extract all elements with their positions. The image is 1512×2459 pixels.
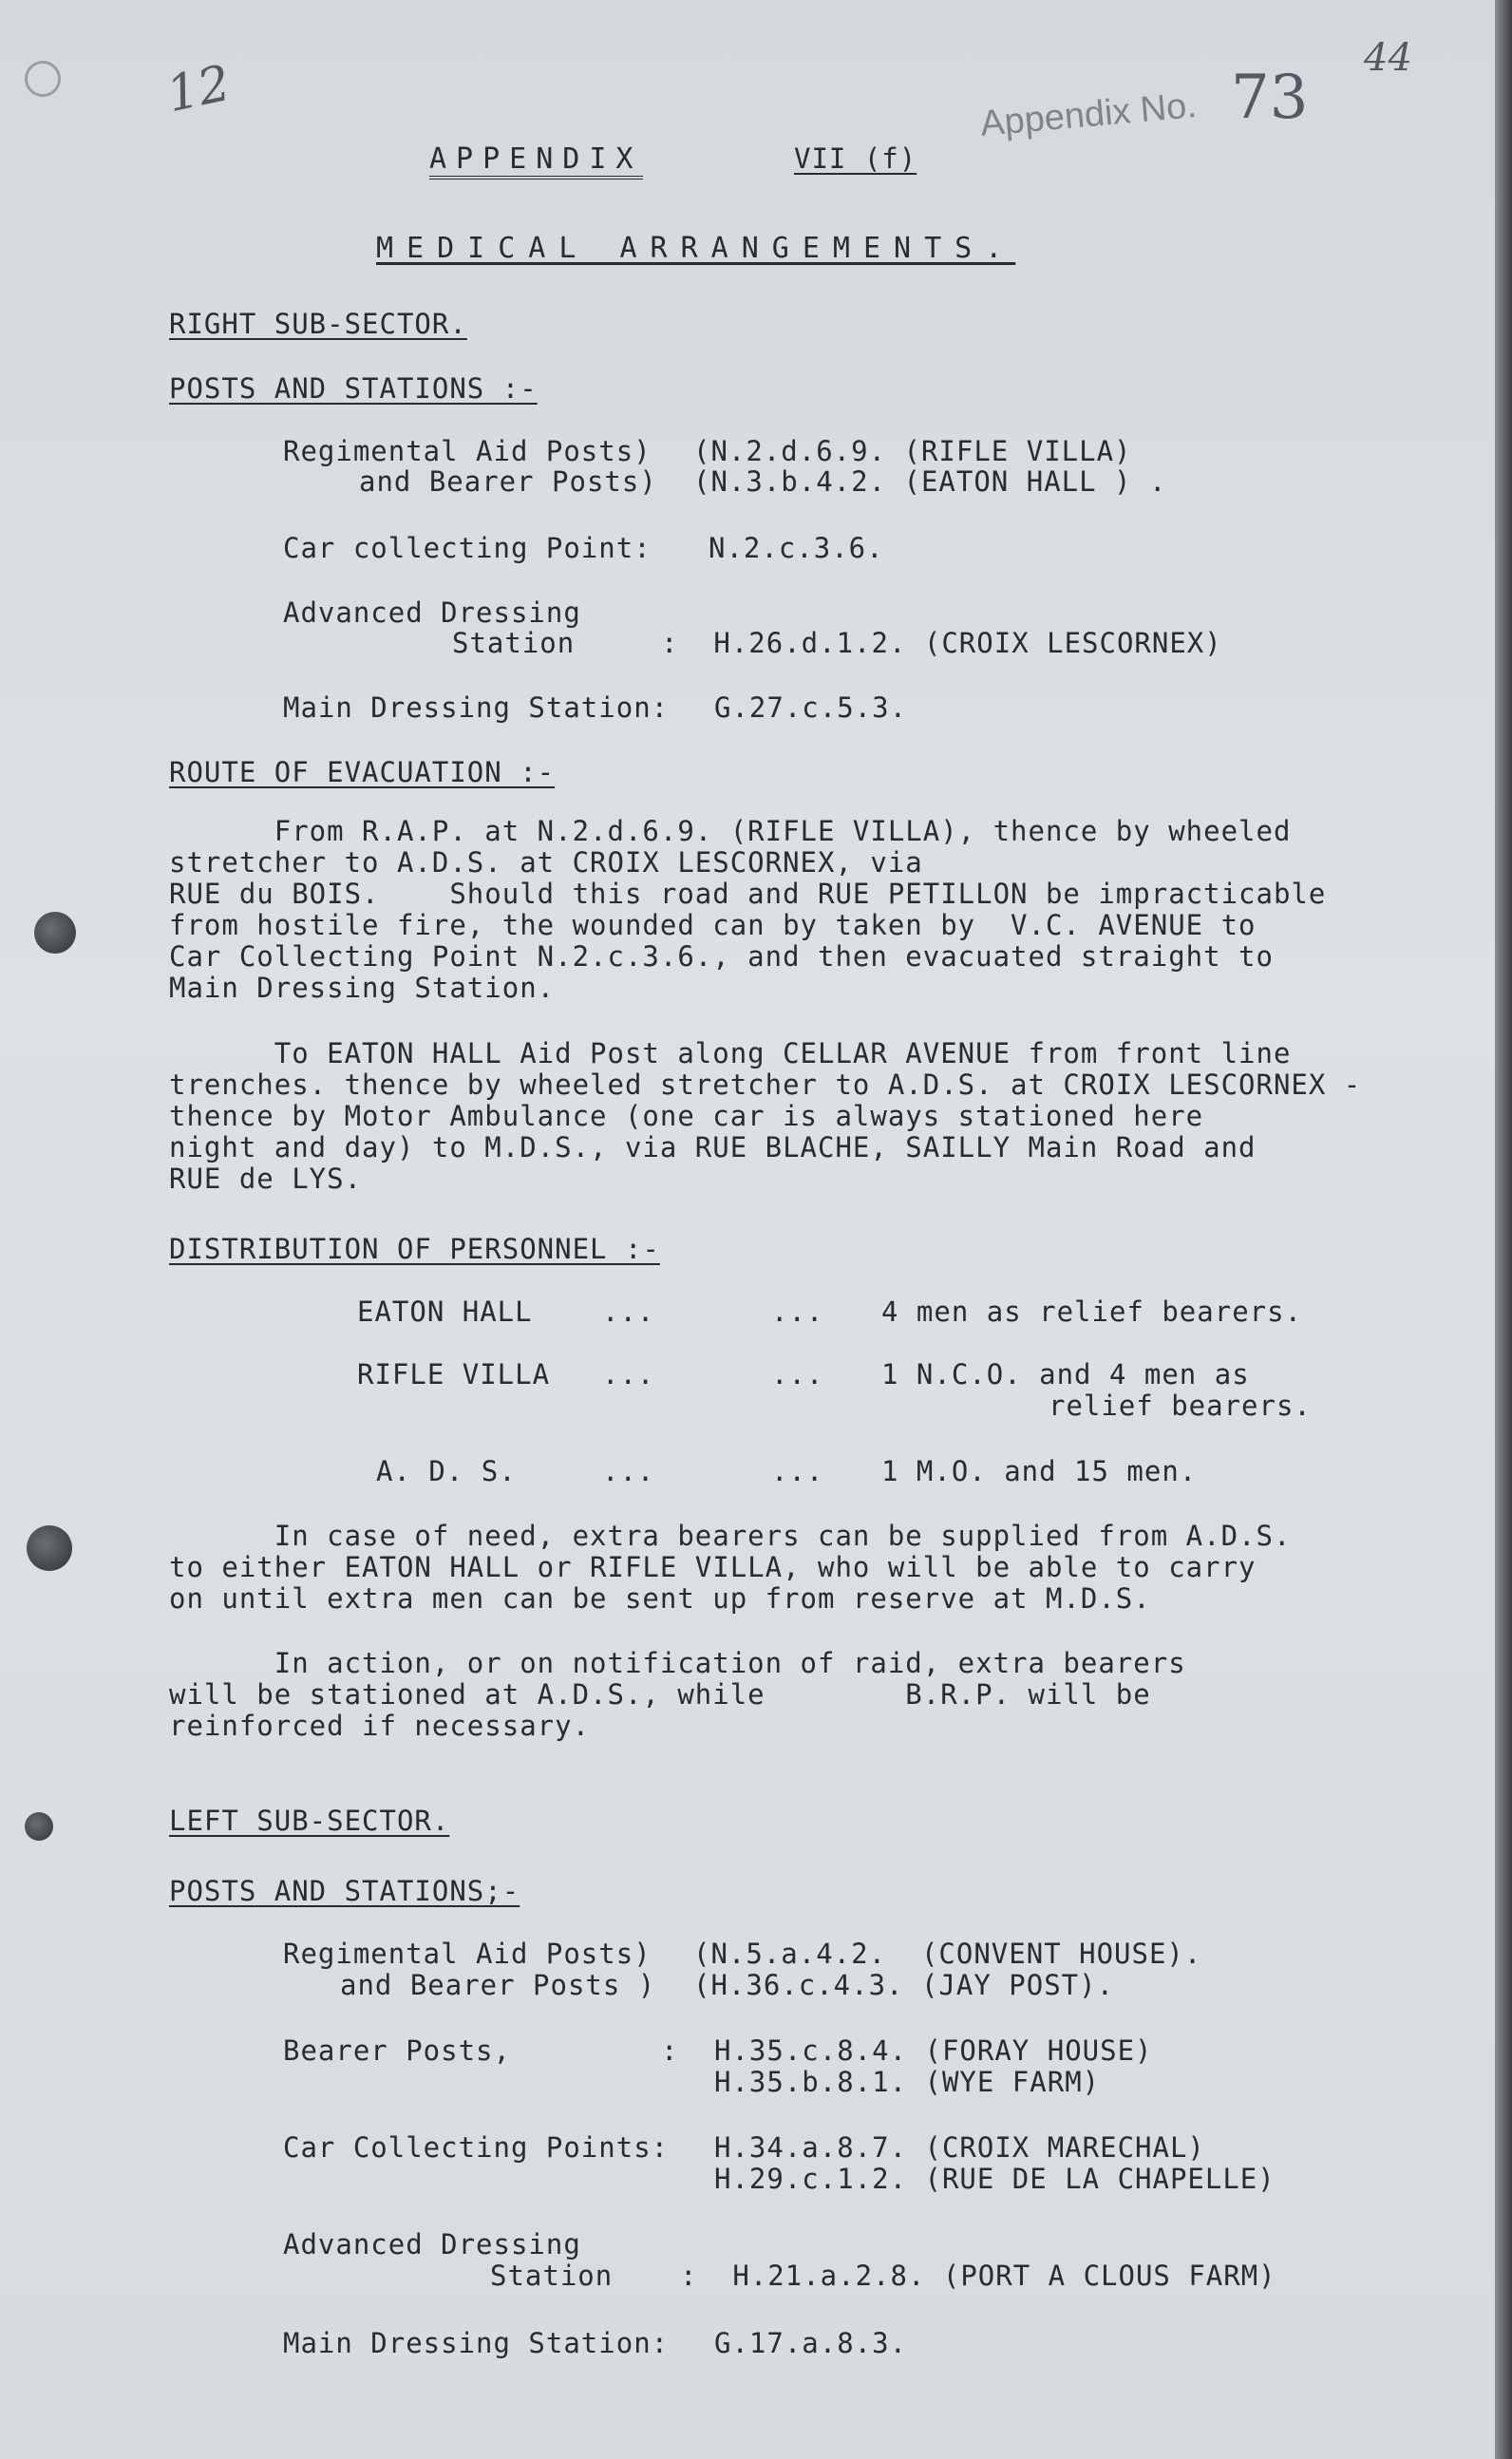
appendix-title: APPENDIX [429,142,643,180]
route-paragraph-1-line: Main Dressing Station. [169,972,556,1004]
right-rap-label-2: and Bearer Posts) [359,465,657,498]
route-paragraph-1-line: stretcher to A.D.S. at CROIX LESCORNEX, via [169,846,923,879]
route-paragraph-2-line: trenches. thence by wheeled stretcher to A.D.S. at CROIX LESCORNEX - [169,1069,1362,1101]
distribution-dots: ... [771,1296,824,1328]
left-bearer-posts-value-1: H.35.c.8.4. (FORAY HOUSE) [714,2034,1153,2067]
route-paragraph-1-line: Car Collecting Point N.2.c.3.6., and then evacuated straight to [169,940,1274,973]
distribution-dots: ... [602,1296,655,1328]
punch-hole-1 [34,912,76,954]
document-subtitle: MEDICAL ARRANGEMENTS. [376,232,1016,265]
punch-hole-top [25,61,61,97]
action-paragraph-line: will be stationed at A.D.S., while B.R.P. will be [169,1678,1151,1711]
action-paragraph-line: reinforced if necessary. [169,1710,591,1742]
need-paragraph-line: to either EATON HALL or RIFLE VILLA, who will be able to carry [169,1551,1257,1583]
left-ads-value: : H.21.a.2.8. (PORT A CLOUS FARM) [680,2260,1276,2292]
distribution-place: A. D. S. [376,1455,517,1487]
right-mds-label: Main Dressing Station: [283,691,670,724]
right-ccp-value: N.2.c.3.6. [709,532,884,564]
appendix-stamp-label: Appendix No. [978,85,1199,144]
left-bearer-posts-value-2: H.35.b.8.1. (WYE FARM) [714,2066,1101,2098]
left-ccp-label: Car Collecting Points: [283,2131,670,2164]
distribution-dots: ... [771,1455,824,1487]
appendix-stamp-number: 73 [1231,63,1309,133]
route-paragraph-1-line: From R.A.P. at N.2.d.6.9. (RIFLE VILLA), thence by wheeled [169,815,1292,847]
left-rap-label-1: Regimental Aid Posts) [283,1938,652,1970]
right-ccp-label: Car collecting Point: [283,532,652,564]
punch-hole-3 [25,1812,53,1841]
right-ads-value: : H.26.d.1.2. (CROIX LESCORNEX) [661,627,1222,659]
need-paragraph-line: on until extra men can be sent up from reserve at M.D.S. [169,1582,1151,1615]
right-ads-label-1: Advanced Dressing [283,596,581,629]
left-sub-sector-heading: LEFT SUB-SECTOR. [169,1805,450,1837]
left-mds-value: G.17.a.8.3. [714,2327,908,2359]
distribution-dots: ... [602,1358,655,1390]
distribution-heading: DISTRIBUTION OF PERSONNEL :- [169,1233,660,1265]
left-bearer-posts-colon: : [661,2034,679,2067]
left-posts-heading: POSTS AND STATIONS;- [169,1875,520,1907]
distribution-dots: ... [602,1455,655,1487]
need-paragraph-line: In case of need, extra bearers can be supplied from A.D.S. [169,1520,1292,1552]
action-paragraph-line: In action, or on notification of raid, extra bearers [169,1647,1186,1679]
route-paragraph-1-line: from hostile fire, the wounded can by taken by V.C. AVENUE to [169,909,1257,941]
right-ads-label-2: Station [452,627,576,659]
distribution-detail: 1 N.C.O. and 4 men as [881,1358,1250,1390]
distribution-detail: 1 M.O. and 15 men. [881,1455,1198,1487]
right-rap-value-1: (N.2.d.6.9. (RIFLE VILLA) [693,435,1132,467]
page-edge-shadow [1495,0,1512,2459]
right-posts-heading: POSTS AND STATIONS :- [169,372,538,405]
route-paragraph-2-line: thence by Motor Ambulance (one car is always stationed here [169,1100,1204,1132]
route-paragraph-2-line: RUE de LYS. [169,1163,363,1195]
appendix-number: VII (f) [794,142,917,175]
left-rap-label-2: and Bearer Posts ) [340,1969,656,2001]
distribution-place: EATON HALL [357,1296,533,1328]
left-ccp-value-2: H.29.c.1.2. (RUE DE LA CHAPELLE) [714,2163,1276,2195]
route-paragraph-1-line: RUE du BOIS. Should this road and RUE PETILLON be impracticable [169,878,1327,910]
left-ccp-value-1: H.34.a.8.7. (CROIX MARECHAL) [714,2131,1205,2164]
distribution-dots: ... [771,1358,824,1390]
left-bearer-posts-label: Bearer Posts, [283,2034,511,2067]
right-rap-value-2: (N.3.b.4.2. (EATON HALL ) . [693,465,1167,498]
route-paragraph-2-line: night and day) to M.D.S., via RUE BLACHE, SAILLY Main Road and [169,1131,1257,1163]
distribution-place: RIFLE VILLA [357,1358,551,1390]
left-mds-label: Main Dressing Station: [283,2327,670,2359]
folio-number: 12 [161,54,236,124]
right-sub-sector-heading: RIGHT SUB-SECTOR. [169,308,467,340]
left-ads-label-1: Advanced Dressing [283,2228,581,2260]
distribution-detail-continued: relief bearers. [1049,1390,1312,1422]
distribution-detail: 4 men as relief bearers. [881,1296,1303,1328]
punch-hole-2 [27,1525,72,1571]
left-rap-value-2: (H.36.c.4.3. (JAY POST). [693,1969,1115,2001]
right-mds-value: G.27.c.5.3. [714,691,908,724]
left-ads-label-2: Station [490,2260,614,2292]
route-of-evacuation-heading: ROUTE OF EVACUATION :- [169,756,556,788]
route-paragraph-2-line: To EATON HALL Aid Post along CELLAR AVENUE from front line [169,1037,1292,1069]
page-number: 44 [1364,36,1412,80]
left-rap-value-1: (N.5.a.4.2. (CONVENT HOUSE). [693,1938,1202,1970]
right-rap-label-1: Regimental Aid Posts) [283,435,652,467]
